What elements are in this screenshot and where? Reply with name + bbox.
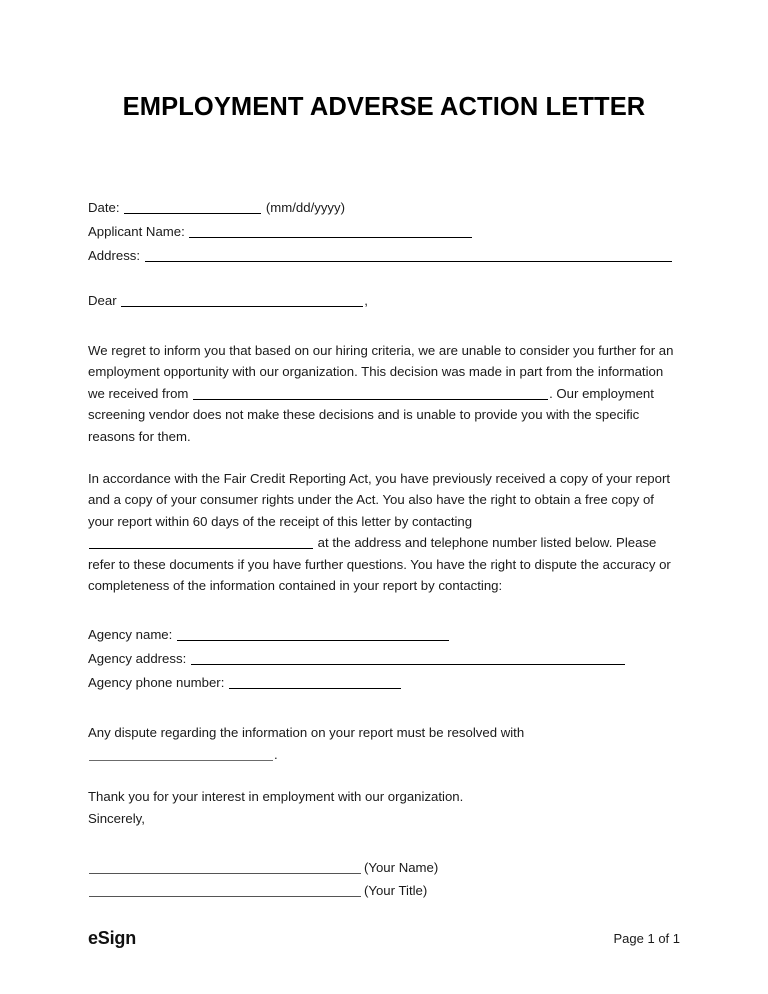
address-label: Address:: [88, 248, 141, 263]
signature-title-row: [88, 879, 680, 902]
address-field-row: [88, 244, 680, 268]
paragraph-regret-text-1: We regret to inform you that based on our hiring criteria, we are unable to consider you further for an employment opportunity with our organization. This decision was made in part from the information we received from: [88, 343, 674, 401]
agency-phone-label: Agency phone number:: [88, 675, 225, 691]
paragraph-regret-text-2: . Our employment screening vendor does not make these decisions and is unable to provide you with the specific reasons for them.: [88, 385, 654, 444]
page-footer: [88, 928, 680, 949]
address-input-blank[interactable]: [145, 249, 672, 262]
spacer: [88, 765, 680, 786]
salutation-label: Dear: [88, 293, 117, 308]
signature-name-input-blank[interactable]: [89, 861, 361, 874]
closing-thanks: Thank you for your interest in employment with our organization.: [88, 789, 464, 805]
contact-agency-input-blank[interactable]: [89, 536, 313, 549]
esign-logo: eSign: [88, 928, 137, 948]
paragraph-regret: [88, 340, 680, 447]
page-number: Page 1 of 1: [613, 931, 680, 946]
date-field-row: [88, 196, 680, 220]
paragraph-dispute: [88, 722, 680, 765]
paragraph-dispute-text-2: .: [274, 746, 278, 762]
closing-block: [88, 786, 680, 829]
applicant-name-label: Applicant Name:: [88, 224, 185, 239]
vendor-source-input-blank[interactable]: [193, 387, 548, 400]
spacer: [88, 829, 680, 856]
paragraph-fcra-text-1: In accordance with the Fair Credit Reporting Act, you have previously received a copy of your report and a copy of your consumer rights under the Act. You also have the right to obtain a free copy of your report within 60 days of the receipt of this letter by contacting: [88, 471, 671, 529]
agency-address-label: Agency address:: [88, 651, 187, 667]
spacer: [88, 268, 680, 289]
dispute-resolver-input-blank[interactable]: [89, 748, 273, 761]
signature-title-label: (Your Title): [364, 883, 428, 899]
date-format-hint: (mm/dd/yyyy): [265, 200, 345, 215]
applicant-name-input-blank[interactable]: [189, 225, 472, 238]
agency-name-input-blank[interactable]: [177, 628, 449, 641]
salutation-input-blank[interactable]: [121, 294, 363, 307]
spacer: [88, 313, 680, 340]
signature-name-row: [88, 856, 680, 879]
closing-sincerely: Sincerely,: [88, 810, 145, 826]
signature-name-label: (Your Name): [364, 860, 439, 876]
agency-name-field-row: [88, 623, 680, 647]
spacer: [88, 447, 680, 468]
spacer: [88, 596, 680, 623]
salutation-row: [88, 289, 680, 313]
paragraph-dispute-text-1: Any dispute regarding the information on your report must be resolved with: [88, 725, 525, 741]
letter-body: [88, 196, 680, 902]
applicant-name-field-row: [88, 220, 680, 244]
page-title: EMPLOYMENT ADVERSE ACTION LETTER: [122, 93, 646, 121]
paragraph-fcra-text-2: at the address and telephone number listed below. Please refer to these documents if you have further questions. You have the right to dispute the accuracy or completeness of the information contained in your report by contacting:: [88, 535, 671, 594]
date-label: Date:: [88, 200, 120, 215]
salutation-comma: ,: [364, 293, 368, 308]
signature-title-input-blank[interactable]: [89, 884, 361, 897]
agency-address-field-row: [88, 647, 680, 671]
agency-address-input-blank[interactable]: [191, 652, 625, 665]
spacer: [88, 695, 680, 722]
agency-phone-field-row: [88, 671, 680, 695]
agency-phone-input-blank[interactable]: [229, 676, 401, 689]
paragraph-fcra: [88, 468, 680, 596]
agency-name-label: Agency name:: [88, 627, 173, 643]
date-input-blank[interactable]: [124, 201, 261, 214]
